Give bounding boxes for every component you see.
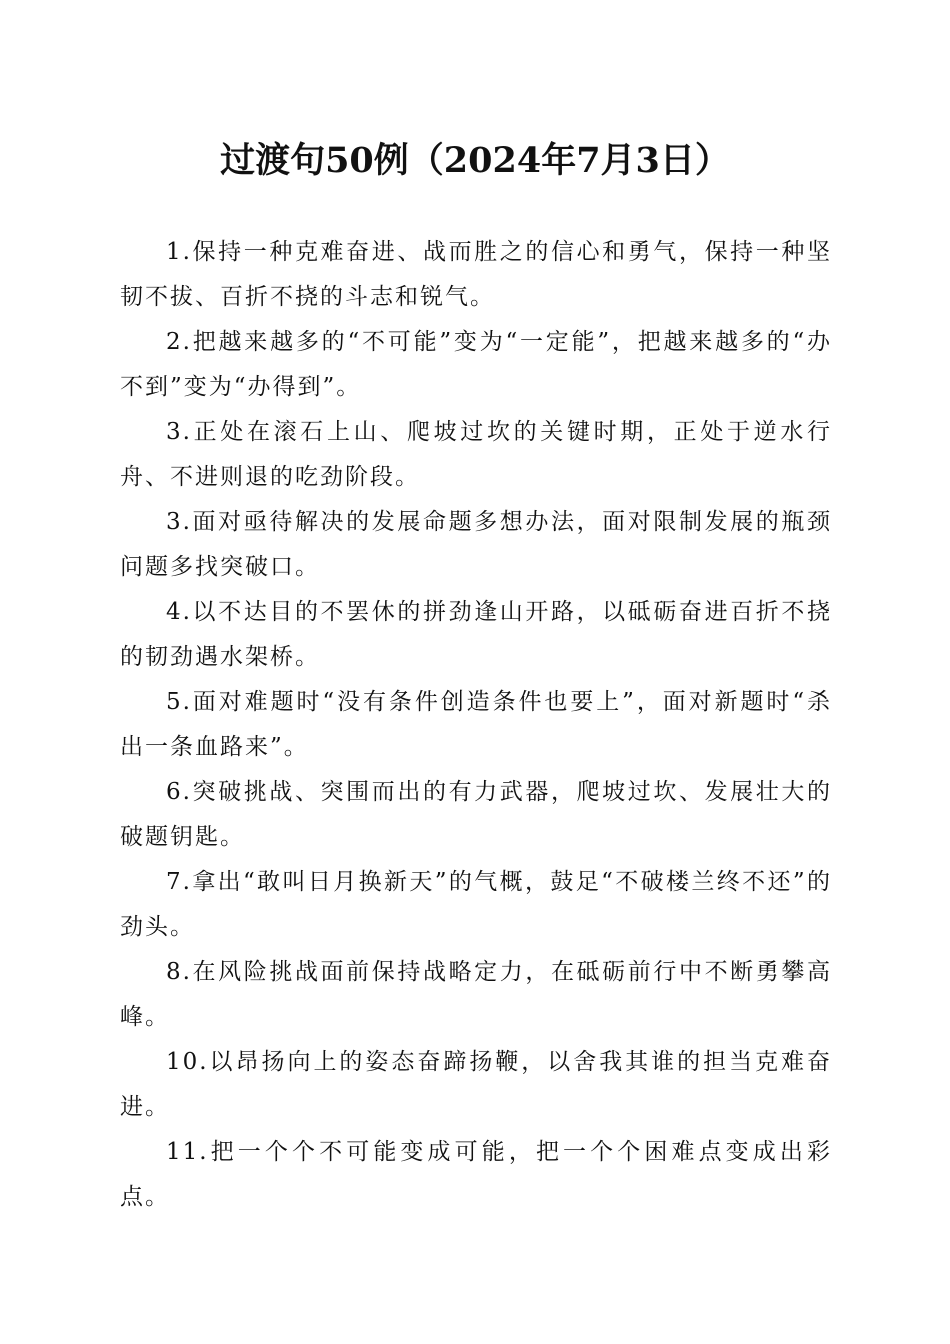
paragraph-5: 4.以不达目的不罢休的拼劲逢山开路，以砥砺奋进百折不挠的韧劲遇水架桥。 — [120, 599, 832, 670]
paragraph-3: 3.正处在滚石上山、爬坡过坎的关键时期，正处于逆水行舟、不进则退的吃劲阶段。 — [120, 419, 832, 490]
paragraph-9: 8.在风险挑战面前保持战略定力，在砥砺前行中不断勇攀高峰。 — [120, 959, 832, 1030]
paragraph-6: 5.面对难题时“没有条件创造条件也要上”，面对新题时“杀出一条血路来”。 — [120, 689, 832, 760]
paragraph-10: 10.以昂扬向上的姿态奋蹄扬鞭，以舍我其谁的担当克难奋进。 — [120, 1049, 832, 1120]
document-body — [120, 230, 832, 1220]
paragraph-1: 1.保持一种克难奋进、战而胜之的信心和勇气，保持一种坚韧不拔、百折不挠的斗志和锐气。 — [120, 239, 832, 310]
paragraph-4: 3.面对亟待解决的发展命题多想办法，面对限制发展的瓶颈问题多找突破口。 — [120, 509, 832, 580]
document-title: 过渡句50例（2024年7月3日） — [220, 140, 730, 181]
paragraph-7: 6.突破挑战、突围而出的有力武器，爬坡过坎、发展壮大的破题钥匙。 — [120, 779, 832, 850]
paragraph-11: 11.把一个个不可能变成可能，把一个个困难点变成出彩点。 — [120, 1139, 832, 1210]
paragraph-8: 7.拿出“敢叫日月换新天”的气概，鼓足“不破楼兰终不还”的劲头。 — [120, 869, 832, 940]
paragraph-2: 2.把越来越多的“不可能”变为“一定能”，把越来越多的“办不到”变为“办得到”。 — [120, 329, 832, 400]
